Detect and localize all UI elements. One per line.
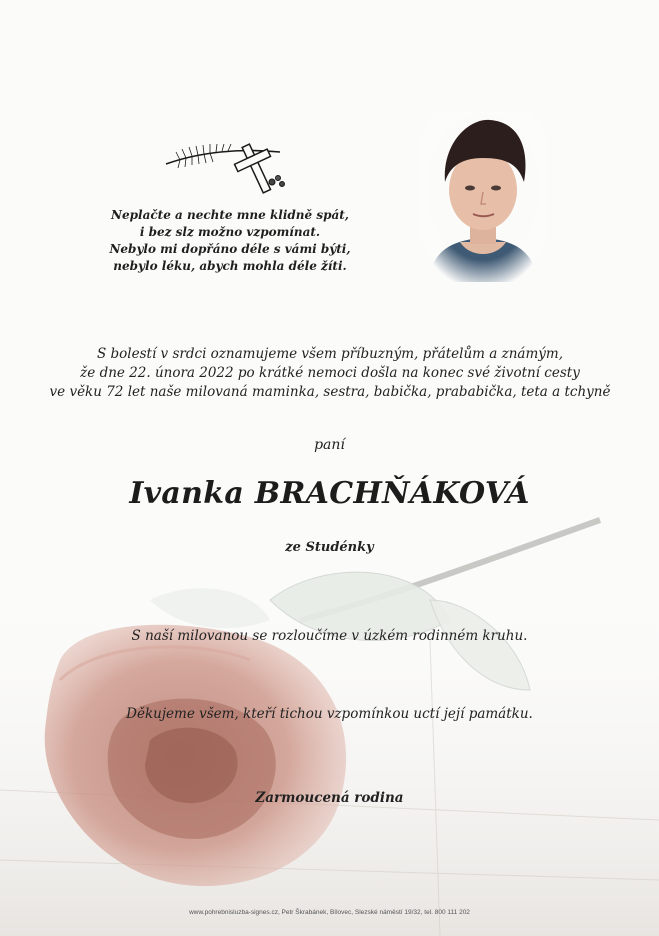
verse-line: Neplačte a nechte mne klidně spát, [111,208,349,222]
farewell-text: S naší milovanou se rozloučíme v úzkém rodinném kruhu. [131,628,528,644]
announcement-line: že dne 22. února 2022 po krátké nemoci došla na konec své životní cesty [80,365,580,381]
cross-with-palm-branch-icon [160,138,300,196]
footer-contact: www.pohrebnisluzba-signes.cz, Petr Škrabánek, Bílovec, Slezské náměstí 19/32, tel. 800 111 202 [189,909,470,916]
deceased-name: Ivanka BRACHŇÁKOVÁ [129,476,530,511]
verse-line: i bez slz možno vzpomínat. [139,225,321,239]
origin: ze Studénky [285,540,374,555]
announcement-line: S bolestí v srdci oznamujeme všem příbuzným, přátelům a známým, [96,346,563,362]
announcement-text [40,345,620,402]
verse-line: Nebylo mi dopřáno déle s vámi býti, [109,242,351,256]
thanks-text: Děkujeme všem, kteří tichou vzpomínkou uctí její památku. [126,706,533,722]
verse-line: nebylo léku, abych mohla déle žíti. [113,259,347,273]
honorific: paní [314,437,345,453]
signature: Zarmoucená rodina [255,790,404,806]
announcement-line: ve věku 72 let naše milovaná maminka, sestra, babička, prababička, teta a tchyně [49,384,611,400]
portrait-photo [420,112,546,282]
memorial-verse [90,207,370,275]
